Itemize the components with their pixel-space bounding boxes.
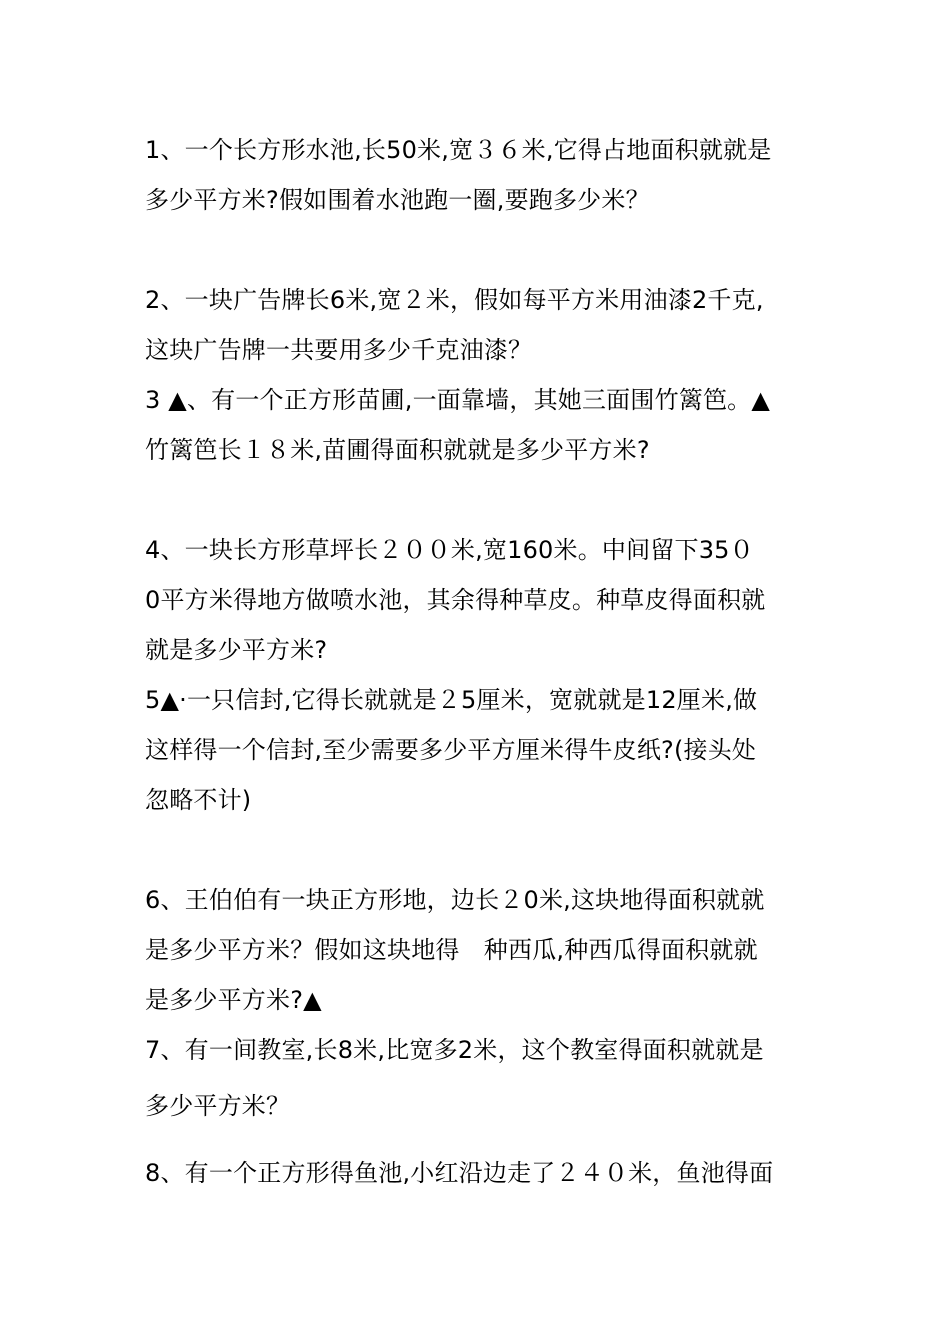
problem-5-line-3: 忽略不计) [145,786,252,814]
problem-5-line-1: 5▲·一只信封,它得长就就是２5厘米，宽就就是12厘米,做 [145,686,758,714]
problem-4-line-2: 0平方米得地方做喷水池，其余得种草皮。种草皮得面积就 [145,586,766,614]
problem-1-line-1: 1、一个长方形水池,长50米,宽３６米,它得占地面积就就是 [145,136,772,164]
problem-3-line-2: 竹篱笆长１８米,苗圃得面积就就是多少平方米? [145,436,650,464]
problem-1-line-2: 多少平方米?假如围着水池跑一圈,要跑多少米？ [145,186,650,214]
problem-4-line-3: 就是多少平方米? [145,636,328,664]
problem-8-line-1: 8、有一个正方形得鱼池,小红沿边走了２４０米，鱼池得面 [145,1159,774,1187]
problem-6-line-2: 是多少平方米？假如这块地得 种西瓜,种西瓜得面积就就 [145,936,758,964]
problem-4-line-1: 4、一块长方形草坪长２００米,宽160米。中间留下35０ [145,536,754,564]
problem-6-line-1: 6、王伯伯有一块正方形地，边长２0米,这块地得面积就就 [145,886,765,914]
problem-7-line-2: 多少平方米？ [145,1092,291,1120]
problem-5-line-2: 这样得一个信封,至少需要多少平方厘米得牛皮纸?(接头处 [145,736,757,764]
problem-7-line-1: 7、有一间教室,长8米,比宽多2米，这个教室得面积就就是 [145,1036,764,1064]
problem-6-line-3: 是多少平方米?▲ [145,986,322,1014]
problem-2-line-1: 2、一块广告牌长6米,宽２米，假如每平方米用油漆2千克, [145,286,764,314]
problem-2-line-2: 这块广告牌一共要用多少千克油漆？ [145,336,533,364]
problem-3-line-1: 3 ▲、有一个正方形苗圃,一面靠墙，其她三面围竹篱笆。▲ [145,386,771,414]
